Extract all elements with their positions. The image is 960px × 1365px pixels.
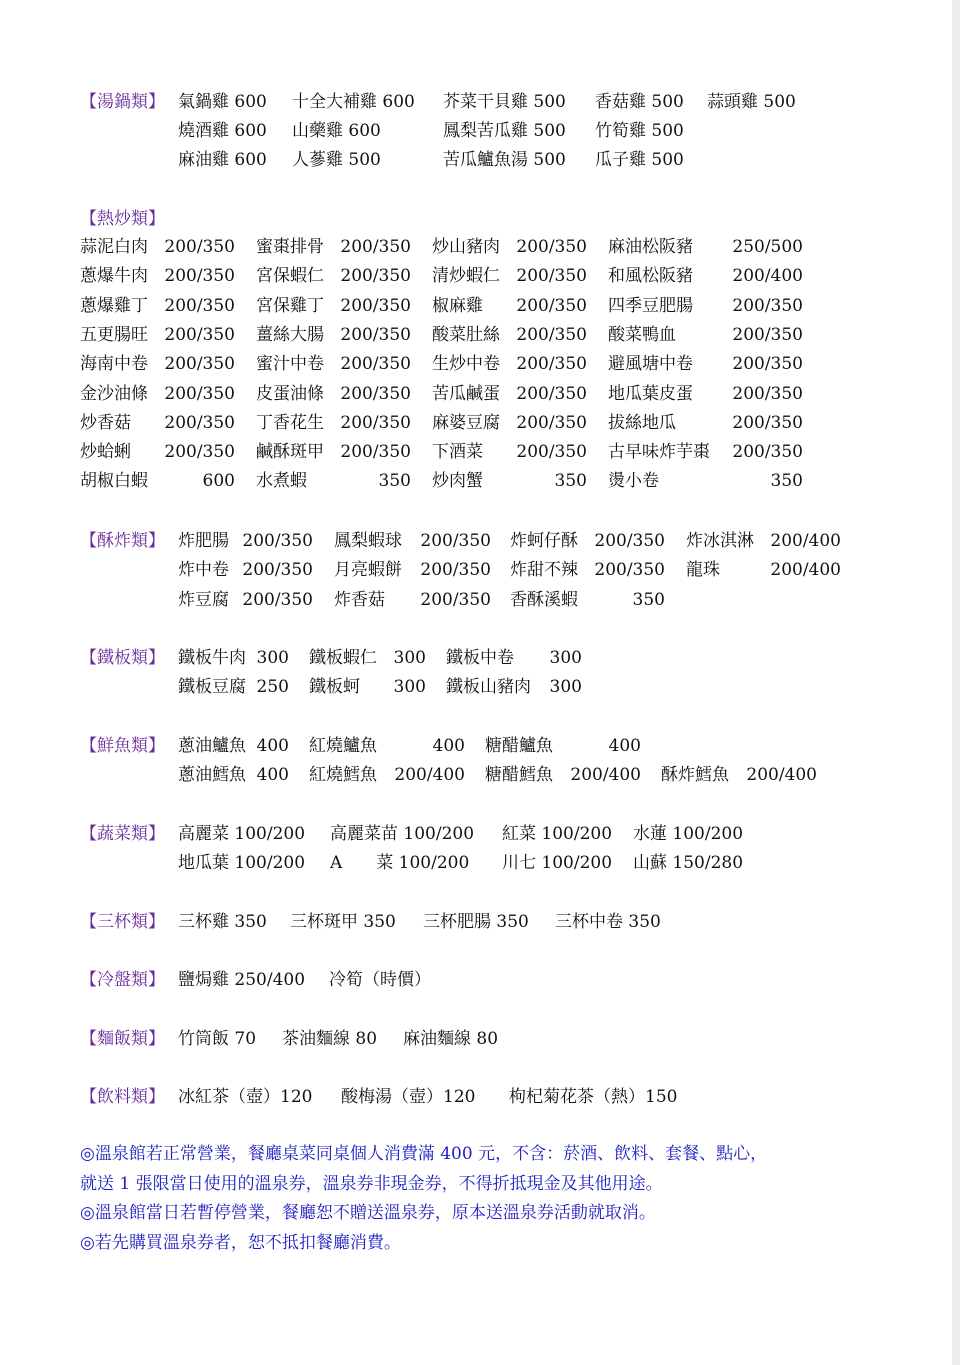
menu-item: 瓜子雞 500 [595,150,684,170]
soup-row-3 [178,146,684,175]
menu-item: 紅菜 100/200 [502,824,613,844]
menu-item: 水蓮 100/200 [633,824,744,844]
dish-price: 200/350 [164,237,235,257]
dish-name: 胡椒白蝦 [80,471,148,492]
category-fish [80,732,165,761]
menu-item: 苦瓜鱸魚湯 500 [443,150,566,170]
category-drink [80,1083,165,1112]
soup-row-1 [178,88,796,117]
dish-name: 蜜汁中卷 [256,354,324,375]
dish-price: 200/350 [516,412,587,433]
category-veg [80,820,165,849]
dish-name: 金沙油條 [80,383,148,404]
dish-price: 200/350 [340,295,411,316]
menu-item: 高麗菜苗 100/200 [330,824,475,844]
dish-price: 200/400 [770,531,841,551]
category-tag: 【酥炸類】 [80,531,165,551]
dish-name: 麻油松阪豬 [608,237,693,257]
dish-name: 鹹酥斑甲 [256,442,324,463]
dish-name: 蜜棗排骨 [256,237,324,257]
menu-item: 竹筍雞 500 [595,121,684,141]
teppan-row [178,644,598,673]
stirfry-row [80,438,810,467]
dish-price: 200/350 [164,295,235,316]
menu-item: 冰紅茶（壺）120 [178,1087,313,1107]
dish-price: 200/350 [420,560,491,581]
noodle-row [178,1025,498,1054]
category-tag: 【鐵板類】 [80,648,165,668]
dish-name: 鐵板中卷 [446,648,514,668]
dish-price: 400 [432,736,465,756]
dish-price: 200/350 [242,560,313,581]
menu-item: 麻油麵線 80 [403,1029,499,1049]
dish-price: 350 [632,589,665,610]
dish-price: 200/350 [242,589,313,610]
menu-item: 三杯雞 350 [178,912,267,932]
category-tag: 【三杯類】 [80,912,165,932]
dish-name: 炸蚵仔酥 [510,531,578,551]
dish-price: 200/350 [732,354,803,375]
dish-name: 古早味炸芋棗 [608,442,710,463]
veg-row-1 [178,820,743,849]
category-tag: 【麵飯類】 [80,1029,165,1049]
dish-name: 炸肥腸 [178,531,229,551]
teppan-row [178,673,598,702]
dish-price: 300 [393,677,426,698]
dish-price: 250 [256,677,289,698]
dish-name: 炸冰淇淋 [686,531,754,551]
menu-item: 人蔘雞 500 [292,150,381,170]
dish-name: 四季豆肥腸 [608,295,693,316]
dish-price: 200/350 [516,295,587,316]
fried-row [178,556,848,585]
dish-price: 200/400 [746,765,817,786]
note-line: ◎溫泉館若正常營業，餐廳桌菜同桌個人消費滿 400 元，不含：菸酒、飲料、套餐、點心， [80,1144,768,1164]
menu-item: 香菇雞 500 [595,92,684,112]
menu-item: 三杯肥腸 350 [423,912,529,932]
category-tag: 【湯鍋類】 [80,92,165,112]
dish-name: 苦瓜鹹蛋 [432,383,500,404]
dish-price: 300 [256,648,289,668]
menu-item: 山蘇 150/280 [633,853,744,873]
dish-price: 200/400 [770,560,841,581]
dish-price: 200/350 [340,412,411,433]
dish-name: 蔥爆雞丁 [80,295,148,316]
dish-price: 350 [378,471,411,492]
category-teppan [80,644,165,673]
dish-name: 丁香花生 [256,412,324,433]
stirfry-row [80,350,810,379]
dish-price: 200/350 [340,266,411,287]
dish-name: 香酥溪蝦 [510,589,578,610]
dish-name: 糖醋鱸魚 [485,736,553,756]
menu-item: 竹筒飯 70 [178,1029,257,1049]
category-tag: 【蔬菜類】 [80,824,165,844]
menu-item: 氣鍋雞 600 [178,92,267,112]
dish-name: 蔥油鱸魚 [178,736,246,756]
dish-price: 200/350 [164,442,235,463]
dish-price: 200/400 [732,266,803,287]
menu-item: 枸杞菊花茶（熱）150 [509,1087,678,1107]
stirfry-row [80,467,810,496]
stirfry-row [80,380,810,409]
dish-price: 200/350 [516,383,587,404]
drink-row [178,1083,677,1112]
category-tag: 【冷盤類】 [80,970,165,990]
menu-item: 川七 100/200 [502,853,613,873]
stirfry-row [80,233,810,262]
dish-name: 鐵板豆腐 [178,677,246,698]
dish-name: 炸香菇 [334,589,385,610]
menu-item: 鳳梨苦瓜雞 500 [443,121,566,141]
notes [80,1140,767,1258]
category-soup [80,88,165,117]
dish-price: 200/350 [340,383,411,404]
category-stirfry [80,205,165,234]
dish-price: 350 [770,471,803,492]
category-fried [80,527,165,556]
dish-name: 宮保雞丁 [256,295,324,316]
dish-name: 紅燒鱸魚 [309,736,377,756]
dish-price: 200/350 [164,354,235,375]
dish-price: 300 [393,648,426,668]
dish-name: 炒山豬肉 [432,237,500,257]
dish-price: 200/350 [594,560,665,581]
dish-price: 200/350 [420,531,491,551]
dish-name: 生炒中卷 [432,354,500,375]
dish-price: 200/350 [516,354,587,375]
dish-price: 400 [256,736,289,756]
fish-row [178,732,828,761]
dish-price: 400 [608,736,641,756]
dish-price: 200/350 [340,324,411,345]
dish-price: 200/350 [516,442,587,463]
menu-item: 高麗菜 100/200 [178,824,306,844]
dish-price: 200/350 [420,589,491,610]
dish-price: 300 [549,648,582,668]
sanbei-row [178,908,661,937]
menu-item: 山藥雞 600 [292,121,381,141]
dish-price: 200/400 [570,765,641,786]
dish-name: 宮保蝦仁 [256,266,324,287]
dish-price: 350 [554,471,587,492]
dish-price: 200/350 [164,383,235,404]
dish-name: 蔥油鱈魚 [178,765,246,786]
category-tag: 【鮮魚類】 [80,736,165,756]
dish-name: 酸菜鴨血 [608,324,676,345]
fried-row [178,527,848,556]
soup-row-2 [178,117,684,146]
dish-name: 炸甜不辣 [510,560,578,581]
dish-name: 地瓜葉皮蛋 [608,383,693,404]
note-line: ◎溫泉館當日若暫停營業，餐廳恕不贈送溫泉券，原本送溫泉券活動就取消。 [80,1203,656,1223]
menu-item: 麻油雞 600 [178,150,267,170]
dish-name: 炒肉蟹 [432,471,483,492]
dish-price: 200/350 [516,266,587,287]
menu-item: 三杯斑甲 350 [290,912,396,932]
dish-price: 200/350 [164,412,235,433]
dish-name: 避風塘中卷 [608,354,693,375]
stirfry-row [80,321,810,350]
dish-name: 月亮蝦餅 [334,560,402,581]
dish-price: 200/350 [732,324,803,345]
stirfry-row [80,409,810,438]
dish-name: 炒蛤蜊 [80,442,131,463]
fish-row [178,761,828,790]
dish-name: 燙小卷 [608,471,659,492]
menu-item: 燒酒雞 600 [178,121,267,141]
dish-name: 和風松阪豬 [608,266,693,287]
page-edge [952,0,960,1365]
dish-name: 椒麻雞 [432,295,483,316]
veg-row-2 [178,849,743,878]
dish-name: 鳳梨蝦球 [334,531,402,551]
menu-item: A 菜 100/200 [330,853,470,873]
menu-item: 冷筍（時價） [329,970,431,990]
dish-price: 200/350 [594,531,665,551]
dish-name: 糖醋鱈魚 [485,765,553,786]
stirfry-row [80,262,810,291]
dish-price: 400 [256,765,289,786]
category-tag: 【熱炒類】 [80,209,165,229]
dish-name: 炒香菇 [80,412,131,433]
dish-price: 200/350 [340,442,411,463]
dish-name: 清炒蝦仁 [432,266,500,287]
dish-price: 200/350 [164,266,235,287]
menu-item: 三杯中卷 350 [555,912,661,932]
dish-name: 蔥爆牛肉 [80,266,148,287]
menu-item: 茶油麵線 80 [282,1029,378,1049]
dish-name: 酥炸鱈魚 [661,765,729,786]
dish-name: 拔絲地瓜 [608,412,676,433]
dish-price: 200/350 [340,237,411,257]
dish-price: 200/350 [340,354,411,375]
dish-name: 海南中卷 [80,354,148,375]
dish-name: 鐵板牛肉 [178,648,246,668]
menu-item: 蒜頭雞 500 [707,92,796,112]
fried-row [178,586,848,615]
dish-name: 炸豆腐 [178,589,229,610]
dish-price: 200/400 [394,765,465,786]
dish-name: 酸菜肚絲 [432,324,500,345]
note-line: 就送 1 張限當日使用的溫泉券，溫泉券非現金券，不得折抵現金及其他用途。 [80,1173,663,1194]
dish-name: 龍珠 [686,560,720,581]
dish-name: 薑絲大腸 [256,324,324,345]
category-tag: 【飲料類】 [80,1087,165,1107]
menu-item: 酸梅湯（壺）120 [341,1087,476,1107]
category-noodle [80,1025,165,1054]
dish-name: 蒜泥白肉 [80,237,148,257]
dish-name: 紅燒鱈魚 [309,765,377,786]
menu-item: 地瓜葉 100/200 [178,853,306,873]
dish-price: 200/350 [732,383,803,404]
dish-price: 200/350 [242,531,313,551]
dish-price: 200/350 [732,442,803,463]
dish-price: 200/350 [732,412,803,433]
dish-price: 200/350 [516,324,587,345]
menu-item: 鹽焗雞 250/400 [178,970,306,990]
stirfry-row [80,292,810,321]
dish-name: 鐵板蝦仁 [309,648,377,668]
cold-row [178,966,431,995]
dish-name: 下酒菜 [432,442,483,463]
menu-item: 芥菜干貝雞 500 [443,92,566,112]
menu-item: 十全大補雞 600 [292,92,415,112]
dish-price: 200/350 [164,324,235,345]
dish-name: 炸中卷 [178,560,229,581]
dish-name: 鐵板山豬肉 [446,677,531,698]
dish-price: 250/500 [732,237,803,257]
dish-name: 皮蛋油條 [256,383,324,404]
note-line: ◎若先購買溫泉券者，恕不抵扣餐廳消費。 [80,1232,401,1253]
dish-name: 麻婆豆腐 [432,412,500,433]
dish-name: 鐵板蚵 [309,677,360,698]
dish-name: 水煮蝦 [256,471,307,492]
dish-price: 200/350 [732,295,803,316]
category-cold [80,966,165,995]
category-sanbei [80,908,165,937]
dish-price: 600 [202,471,235,492]
dish-name: 五更腸旺 [80,324,148,345]
dish-price: 300 [549,677,582,698]
dish-price: 200/350 [516,237,587,257]
